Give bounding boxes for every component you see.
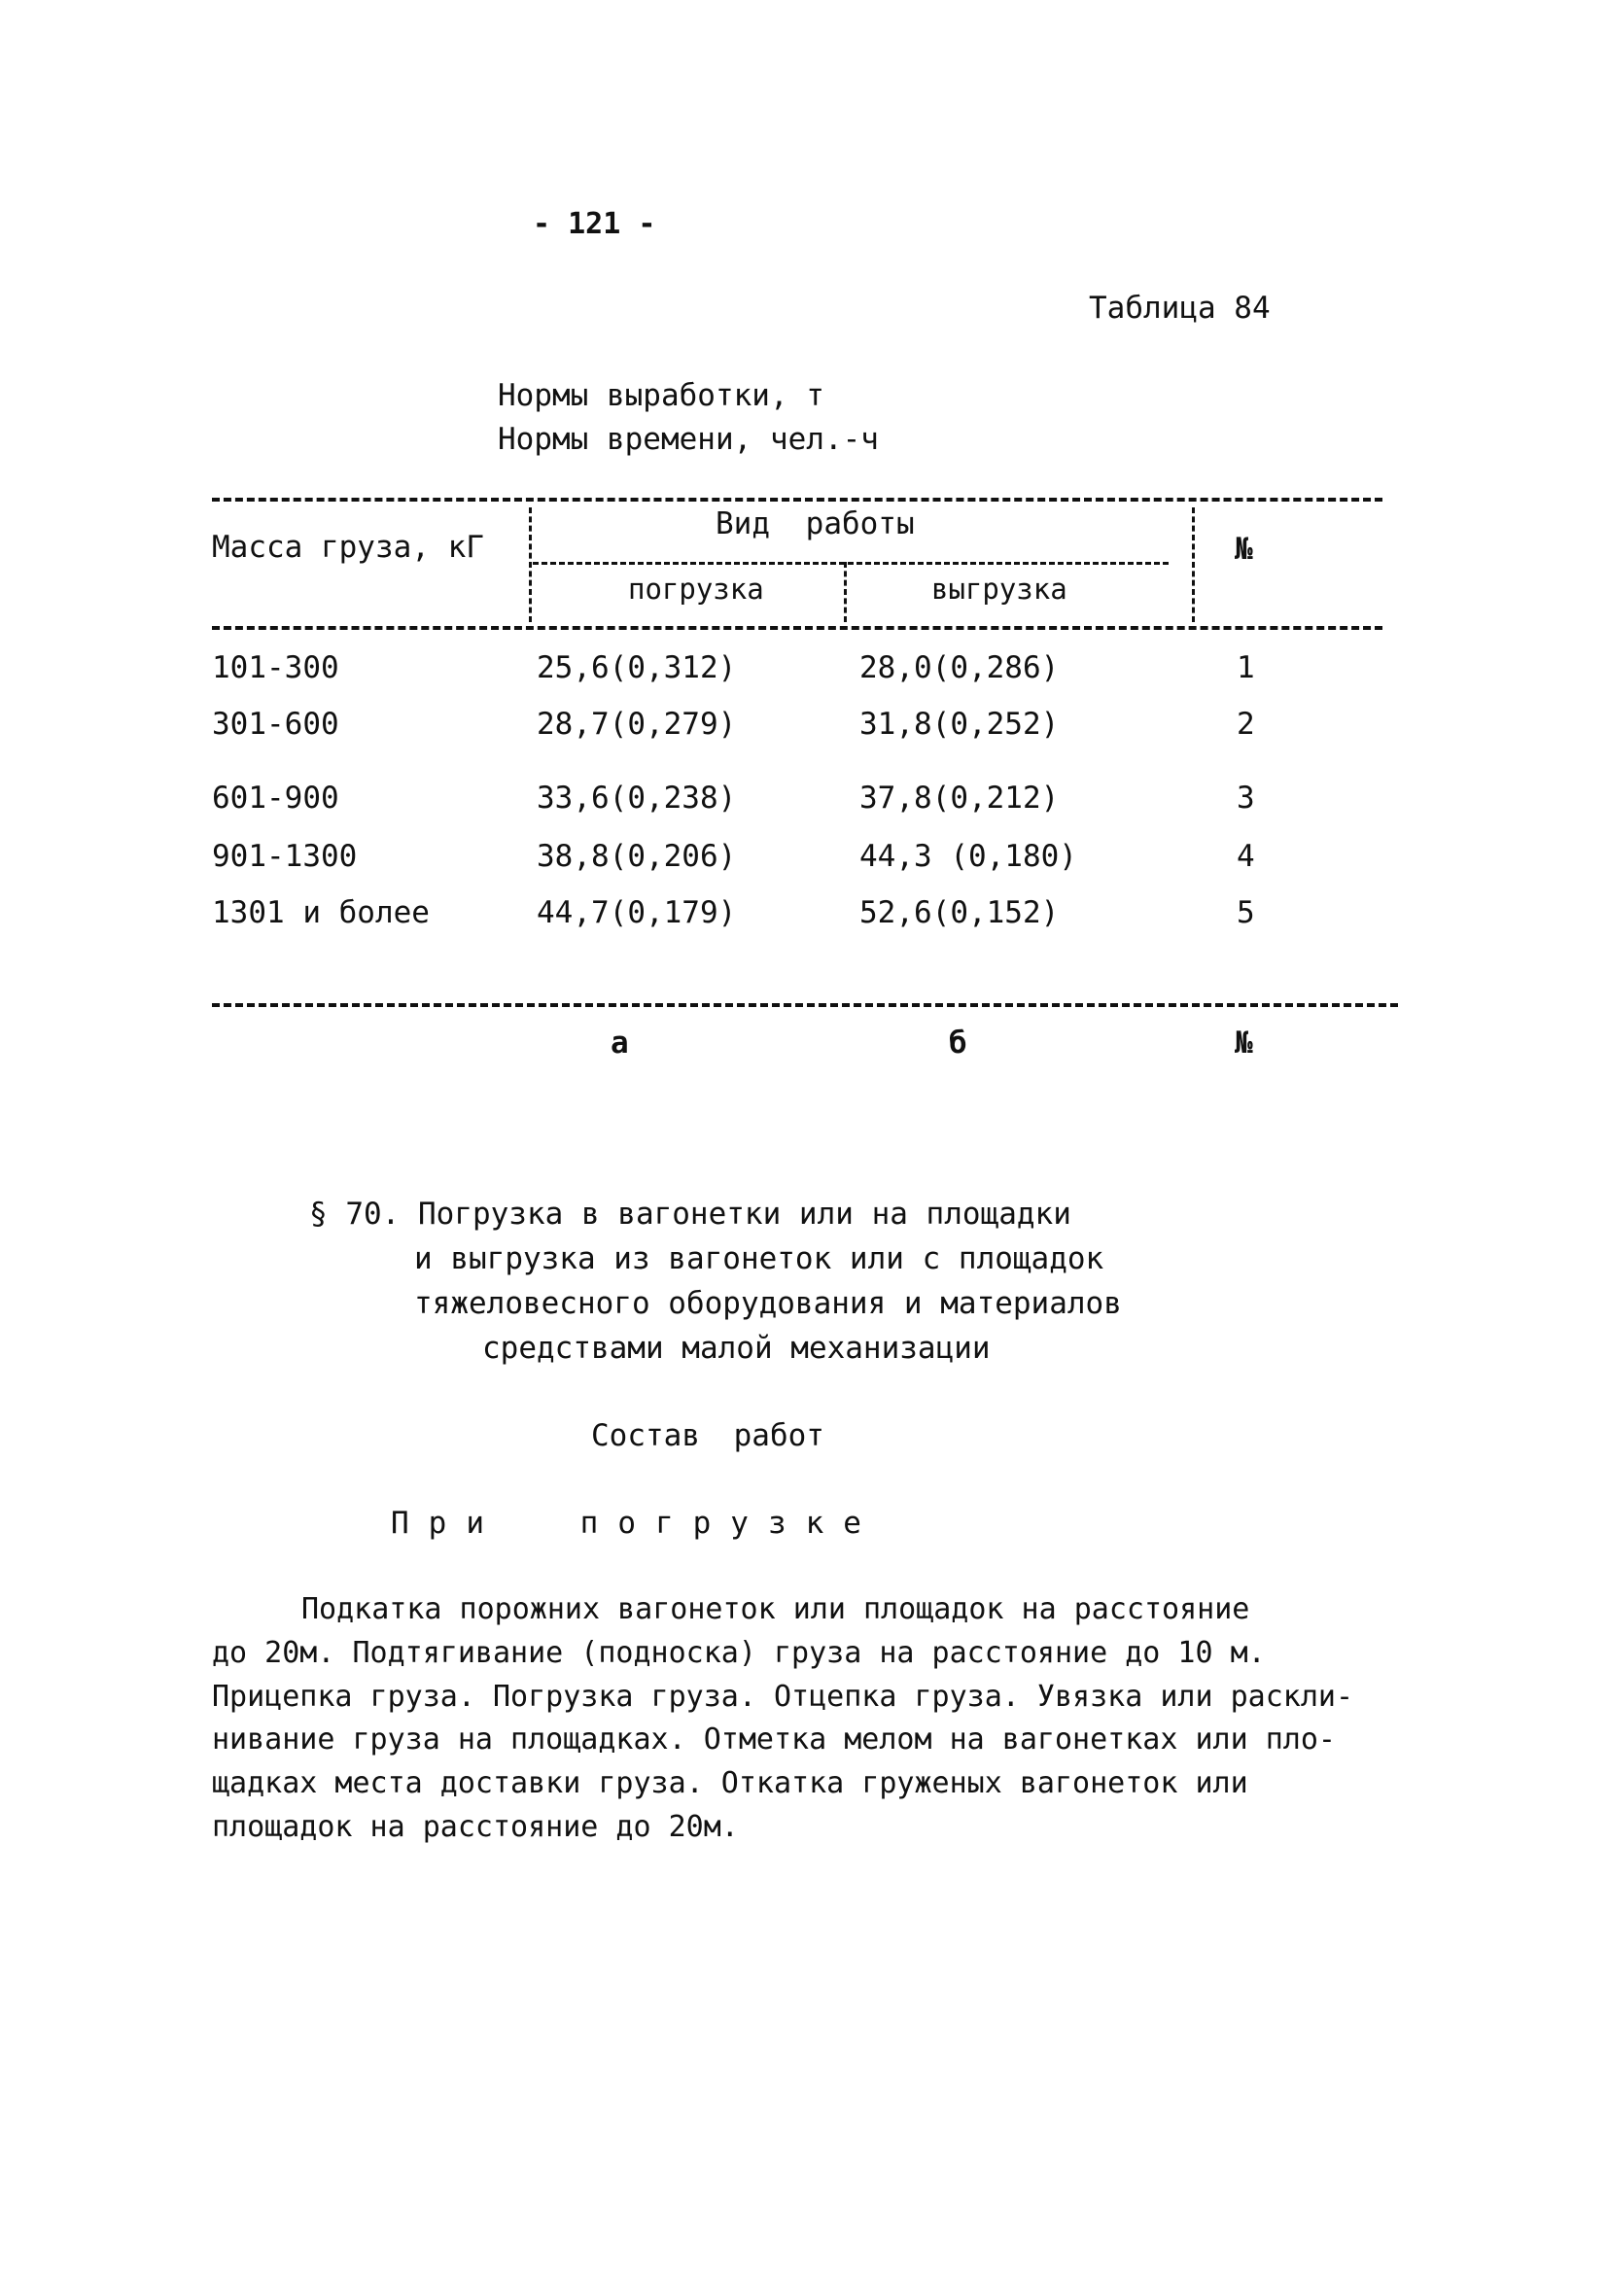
norms-time-label: Нормы времени, чел.-ч — [498, 422, 879, 457]
row-number: 4 — [1237, 839, 1255, 874]
table-top-rule — [212, 498, 1382, 502]
paragraph-line: нивание груза на площадках. Отметка мелом на вагонетках или пло- — [212, 1722, 1336, 1757]
row-mass: 901-1300 — [212, 839, 358, 874]
header-mass: Масса груза, кГ — [212, 530, 484, 565]
header-separator-middle — [844, 562, 847, 622]
row-number: 2 — [1237, 707, 1255, 742]
row-mass: 301-600 — [212, 707, 339, 742]
paragraph-line: площадок на расстояние до 20м. — [212, 1809, 739, 1844]
header-separator-right — [1192, 507, 1195, 622]
table-bottom-rule — [212, 1003, 1398, 1007]
row-number: 1 — [1237, 650, 1255, 685]
header-work-type: Вид работы — [716, 506, 915, 541]
row-number: 3 — [1237, 781, 1255, 816]
row-unloading: 37,8(0,212) — [859, 781, 1060, 816]
header-sub-rule — [533, 562, 1169, 565]
paragraph-line: щадках места доставки груза. Откатка груженых вагонеток или — [212, 1766, 1248, 1801]
subheading-loading: При погрузке — [391, 1506, 881, 1541]
row-unloading: 52,6(0,152) — [859, 895, 1060, 930]
header-number: № — [1235, 532, 1253, 567]
row-loading: 25,6(0,312) — [537, 650, 737, 685]
row-loading: 44,7(0,179) — [537, 895, 737, 930]
header-bottom-rule — [212, 626, 1382, 630]
paragraph-line: Подкатка порожних вагонеток или площадок на расстояние — [301, 1592, 1250, 1626]
row-mass: 1301 и более — [212, 895, 430, 930]
row-loading: 28,7(0,279) — [537, 707, 737, 742]
composition-title: Состав работ — [591, 1418, 824, 1453]
section-heading-line: средствами малой механизации — [482, 1331, 991, 1366]
table-title: Таблица 84 — [1089, 291, 1271, 326]
row-unloading: 28,0(0,286) — [859, 650, 1060, 685]
row-unloading: 31,8(0,252) — [859, 707, 1060, 742]
row-number: 5 — [1237, 895, 1255, 930]
row-loading: 38,8(0,206) — [537, 839, 737, 874]
header-separator-left — [529, 507, 532, 622]
norms-output-label: Нормы выработки, т — [498, 378, 824, 413]
row-loading: 33,6(0,238) — [537, 781, 737, 816]
row-mass: 101-300 — [212, 650, 339, 685]
section-heading-line: тяжеловесного оборудования и материалов — [414, 1286, 1122, 1321]
header-unloading: выгрузка — [931, 573, 1067, 606]
footer-column-b: б — [949, 1026, 967, 1061]
section-heading-line: и выгрузка из вагонеток или с площадок — [414, 1241, 1104, 1276]
row-unloading: 44,3 (0,180) — [859, 839, 1077, 874]
row-mass: 601-900 — [212, 781, 339, 816]
footer-column-number: № — [1235, 1026, 1253, 1061]
paragraph-line: Прицепка груза. Погрузка груза. Отцепка груза. Увязка или раскли- — [212, 1679, 1353, 1714]
section-heading-line: § 70. Погрузка в вагонетки или на площадки — [309, 1197, 1071, 1232]
work-description-paragraph — [212, 1588, 1353, 1850]
footer-column-a: а — [611, 1026, 629, 1061]
page-number: - 121 - — [533, 207, 656, 241]
header-loading: погрузка — [628, 573, 764, 606]
paragraph-line: до 20м. Подтягивание (подноска) груза на расстояние до 10 м. — [212, 1635, 1266, 1670]
